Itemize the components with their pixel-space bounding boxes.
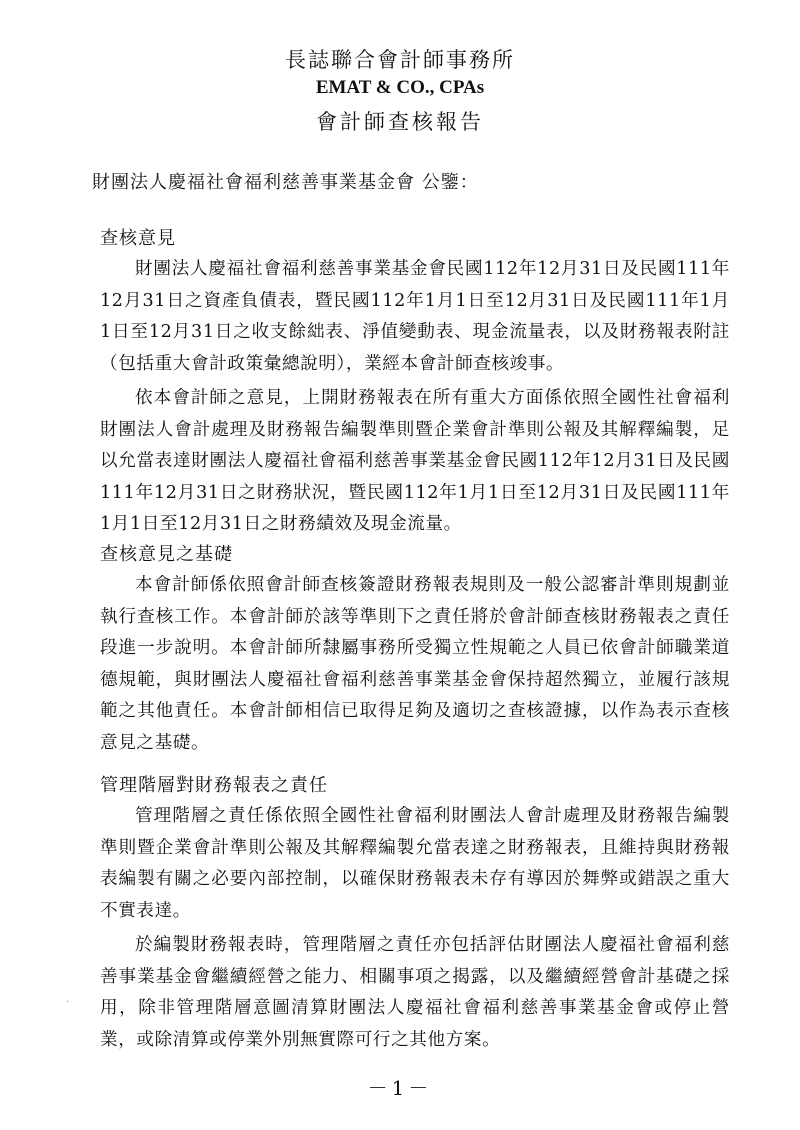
paragraph: 財團法人慶福社會福利慈善事業基金會民國112年12月31日及民國111年12月31日之資產負債表，暨民國112年1月1日至12月31日及民國111年1月1日至12月31日之收支餘絀表、淨值變動表、現金流量表，以及財務報表附註（包括重大會計政策彙總說明），業經本會計師查核竣事。	[100, 259, 730, 374]
scan-speck: ·	[66, 997, 70, 1008]
section-heading: 查核意見	[100, 228, 176, 249]
paragraph: 依本會計師之意見，上開財務報表在所有重大方面係依照全國性社會福利財團法人會計處理及財務報告編製準則暨企業會計準則公報及其解釋編製，足以允當表達財團法人慶福社會福利慈善事業基金會民國112年12月31日及民國111年12月31日之財務狀況，暨民國112年1月1日至12月31日及民國111年1月1日至12月31日之財務績效及現金流量。	[100, 388, 730, 534]
section-basis-for-opinion	[100, 540, 730, 762]
report-title: 會計師查核報告	[316, 110, 484, 134]
page-number: －1－	[367, 1076, 433, 1100]
paragraph: 本會計師係依照會計師查核簽證財務報表規則及一般公認審計準則規劃並執行查核工作。本會計師於該等準則下之責任將於會計師查核財務報表之責任段進一步說明。本會計師所隸屬事務所受獨立性規範之人員已依會計師職業道德規範，與財團法人慶福社會福利慈善事業基金會保持超然獨立，並履行該規範之其他責任。本會計師相信已取得足夠及適切之查核證據，以作為表示查核意見之基礎。	[100, 575, 730, 753]
section-audit-opinion	[100, 224, 730, 544]
section-heading: 管理階層對財務報表之責任	[100, 775, 328, 796]
addressee: 財團法人慶福社會福利慈善事業基金會 公鑒：	[92, 172, 479, 193]
firm-name-english: EMAT & CO., CPAs	[315, 77, 485, 98]
section-management-responsibility	[100, 771, 730, 1059]
paragraph: 管理階層之責任係依照全國性社會福利財團法人會計處理及財務報告編製準則暨企業會計準則公報及其解釋編製允當表達之財務報表，且維持與財務報表編製有關之必要內部控制，以確保財務報表未存有導因於舞弊或錯誤之重大不實表達。	[100, 806, 730, 921]
section-heading: 查核意見之基礎	[100, 544, 233, 565]
firm-name: 長誌聯合會計師事務所	[285, 48, 515, 72]
paragraph: 於編製財務報表時，管理階層之責任亦包括評估財團法人慶福社會福利慈善事業基金會繼續經營之能力、相關事項之揭露，以及繼續經營會計基礎之採用，除非管理階層意圖清算財團法人慶福社會福利慈善事業基金會或停止營業，或除清算或停業外別無實際可行之其他方案。	[100, 935, 730, 1050]
